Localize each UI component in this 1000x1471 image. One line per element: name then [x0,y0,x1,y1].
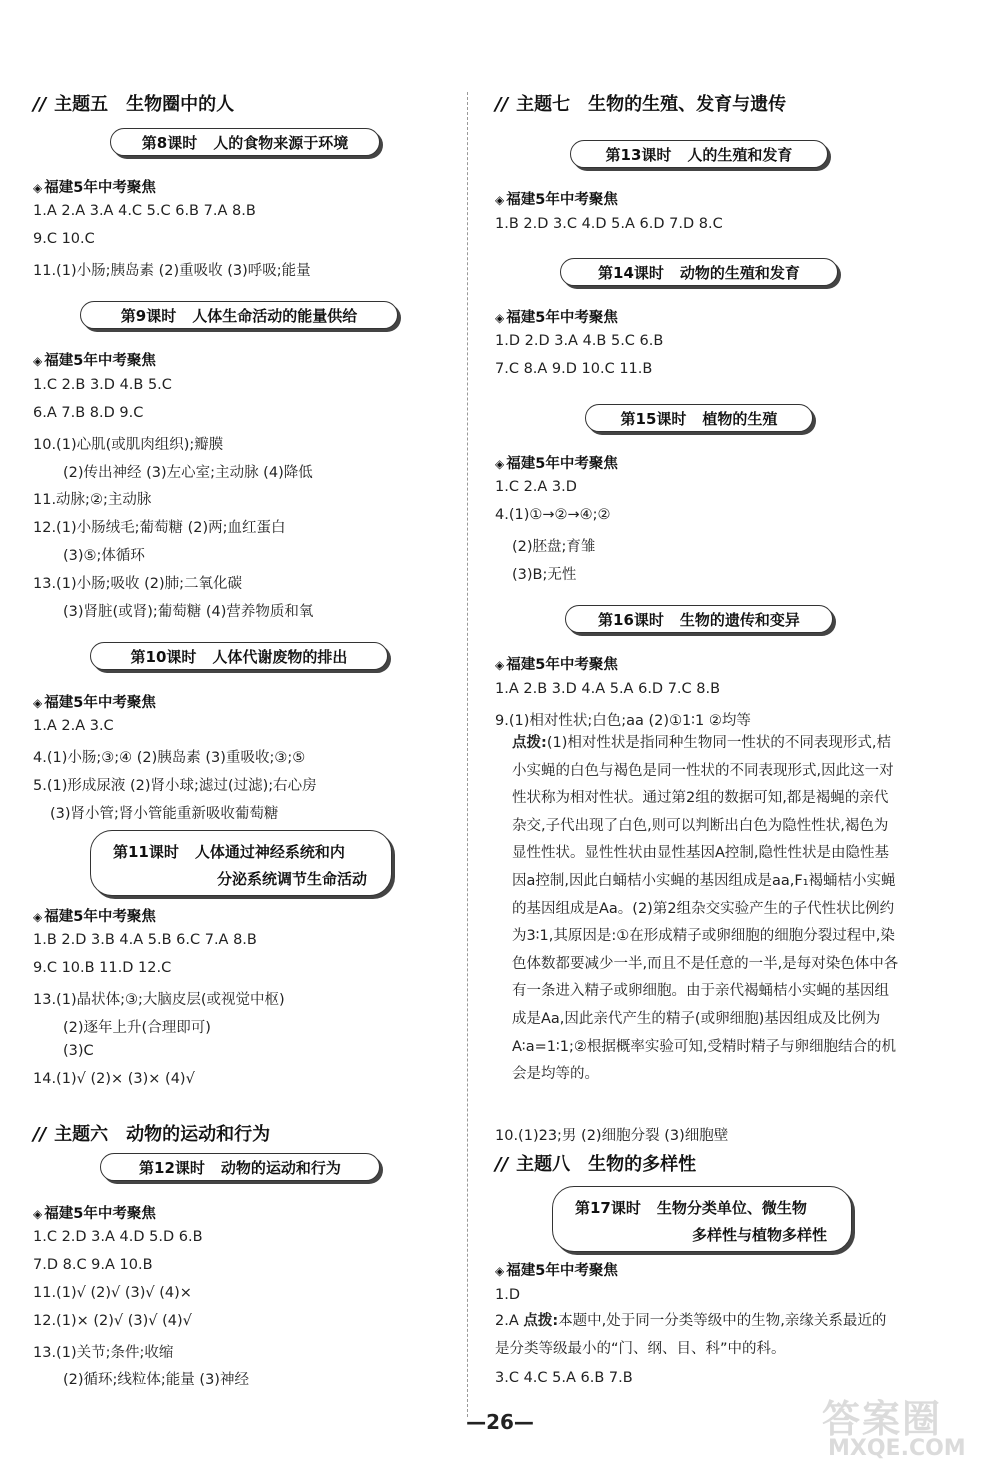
lesson16-answer-line: 10.(1)23;男 (2)细胞分裂 (3)细胞壁 [495,1128,729,1144]
lesson16-answer-line: 9.(1)相对性状;白色;aa (2)①1∶1 ②均等 [495,713,751,729]
lesson10-answer-line: 4.(1)小肠;③;④ (2)胰岛素 (3)重吸收;③;⑤ [33,750,306,766]
column-divider [467,92,468,1417]
lesson9-focus: ◈ 福建5年中考聚焦 [33,349,156,370]
lesson11-answer-line: 9.C 10.B 11.D 12.C [33,960,172,976]
lesson14-focus: ◈ 福建5年中考聚焦 [495,306,618,327]
lesson8-title: 第8课时 人的食物来源于环境 [110,128,380,156]
lesson15-answer-line: 4.(1)①→②→④;② [495,507,611,523]
topic6-heading: // 主题六 动物的运动和行为 [33,1124,271,1145]
page-number: —26— [466,1410,534,1434]
lesson16-answer-line: 1.A 2.B 3.D 4.A 5.A 6.D 7.C 8.B [495,681,721,697]
lesson10-title: 第10课时 人体代谢废物的排出 [90,642,388,670]
lesson8-answer-line: 11.(1)小肠;胰岛素 (2)重吸收 (3)呼吸;能量 [33,263,311,279]
lesson11-answer-line: 14.(1)√ (2)× (3)× (4)√ [33,1071,195,1087]
lesson9-answer-line: (3)肾脏(或肾);葡萄糖 (4)营养物质和氧 [63,604,314,620]
lesson9-answer-line: (3)⑤;体循环 [63,548,145,564]
lesson17-focus: ◈ 福建5年中考聚焦 [495,1259,618,1280]
lesson10-answer-line: 1.A 2.A 3.C [33,718,114,734]
lesson12-title: 第12课时 动物的运动和行为 [100,1153,380,1181]
lesson9-answer-line: 1.C 2.B 3.D 4.B 5.C [33,377,172,393]
lesson17-answer-line: 3.C 4.C 5.A 6.B 7.B [495,1370,633,1386]
lesson10-answer-line: (3)肾小管;肾小管能重新吸收葡萄糖 [50,806,279,822]
lesson15-focus: ◈ 福建5年中考聚焦 [495,452,618,473]
lesson17-answer-line: 1.D [495,1287,520,1303]
lesson16-title: 第16课时 生物的遗传和变异 [565,605,833,633]
lesson11-answer-line: 13.(1)晶状体;③;大脑皮层(或视觉中枢) [33,992,285,1008]
lesson9-answer-line: 6.A 7.B 8.D 9.C [33,405,144,421]
lesson14-answer-line: 1.D 2.D 3.A 4.B 5.C 6.B [495,333,664,349]
lesson17-q2-tip: 2.A 点拨:本题中,处于同一分类等级中的生物,亲缘关系最近的是分类等级最小的“门、纲、目、科”中的科。 [495,1313,887,1357]
lesson9-answer-line: 12.(1)小肠绒毛;葡萄糖 (2)两;血红蛋白 [33,520,286,536]
lesson9-answer-line: 10.(1)心肌(或肌肉组织);瓣膜 [33,437,224,453]
lesson12-answer-line: (2)循环;线粒体;能量 (3)神经 [63,1372,249,1388]
lesson11-answer-line: (2)逐年上升(合理即可) [63,1020,211,1036]
lesson9-title: 第9课时 人体生命活动的能量供给 [80,301,398,329]
lesson15-title: 第15课时 植物的生殖 [585,404,813,432]
topic5-heading: // 主题五 生物圈中的人 [33,94,235,115]
lesson8-focus: ◈ 福建5年中考聚焦 [33,176,156,197]
lesson11-title: 第11课时 人体通过神经系统和内 分泌系统调节生命活动 [90,830,392,896]
topic8-heading: // 主题八 生物的多样性 [495,1154,697,1175]
lesson13-answer-line: 1.B 2.D 3.C 4.D 5.A 6.D 7.D 8.C [495,216,723,232]
lesson13-focus: ◈ 福建5年中考聚焦 [495,188,618,209]
lesson12-answer-line: 11.(1)√ (2)√ (3)√ (4)× [33,1285,192,1301]
lesson9-answer-line: (2)传出神经 (3)左心室;主动脉 (4)降低 [63,465,313,481]
lesson11-focus: ◈ 福建5年中考聚焦 [33,905,156,926]
lesson8-answer-line: 1.A 2.A 3.A 4.C 5.C 6.B 7.A 8.B [33,203,256,219]
lesson15-answer-line: 1.C 2.A 3.D [495,479,577,495]
lesson8-answer-line: 9.C 10.C [33,231,95,247]
lesson12-answer-line: 1.C 2.D 3.A 4.D 5.D 6.B [33,1229,203,1245]
lesson12-answer-line: 13.(1)关节;条件;收缩 [33,1345,174,1361]
lesson13-title: 第13课时 人的生殖和发育 [570,140,828,168]
lesson9-answer-line: 13.(1)小肠;吸收 (2)肺;二氧化碳 [33,576,243,592]
lesson17-title: 第17课时 生物分类单位、微生物 多样性与植物多样性 [552,1186,852,1252]
lesson11-answer-line: (3)C [63,1043,94,1059]
lesson16-tip-paragraph: 点拨:(1)相对性状是指同种生物同一性状的不同表现形式,桔小实蝇的白色与褐色是同一性状的不同表现形式,因此这一对性状称为相对性状。通过第2组的数据可知,都是褐蝇的亲代杂交,子代出现了白色,则可以判断出白色为隐性性状,褐色为显性性状。显性性状由显性基因A控制,隐性性状是由隐性基因a控制,因此白蛹桔小实蝇的基因组成是aa,F₁褐蛹桔小实蝇的基因组成是Aa。(2)第2组杂交实验产生的子代性状比例约为3∶1,其原因是:①在形成精子或卵细胞的细胞分裂过程中,染色体数都要减少一半,而且不是任意的一半,是每对染色体中各有一条进入精子或卵细胞。由于亲代褐蛹桔小实蝇的基因组成是Aa,因此亲代产生的精子(或卵细胞)基因组成及比例为A∶a=1∶1;②根据概率实验可知,受精时精子与卵细胞结合的机会是均等的。 [512,735,899,1083]
topic7-heading: // 主题七 生物的生殖、发育与遗传 [495,94,787,115]
lesson9-answer-line: 11.动脉;②;主动脉 [33,492,152,508]
lesson11-answer-line: 1.B 2.D 3.B 4.A 5.B 6.C 7.A 8.B [33,932,257,948]
lesson16-focus: ◈ 福建5年中考聚焦 [495,653,618,674]
lesson10-answer-line: 5.(1)形成尿液 (2)肾小球;滤过(过滤);右心房 [33,778,317,794]
lesson15-answer-line: (2)胚盘;育雏 [512,539,596,555]
lesson14-answer-line: 7.C 8.A 9.D 10.C 11.B [495,361,653,377]
lesson10-focus: ◈ 福建5年中考聚焦 [33,691,156,712]
lesson15-answer-line: (3)B;无性 [512,567,577,583]
lesson12-answer-line: 7.D 8.C 9.A 10.B [33,1257,153,1273]
lesson14-title: 第14课时 动物的生殖和发育 [560,258,838,286]
lesson12-focus: ◈ 福建5年中考聚焦 [33,1202,156,1223]
watermark: 答案圈 MXQE.COM [822,1397,966,1461]
lesson12-answer-line: 12.(1)× (2)√ (3)√ (4)√ [33,1313,192,1329]
